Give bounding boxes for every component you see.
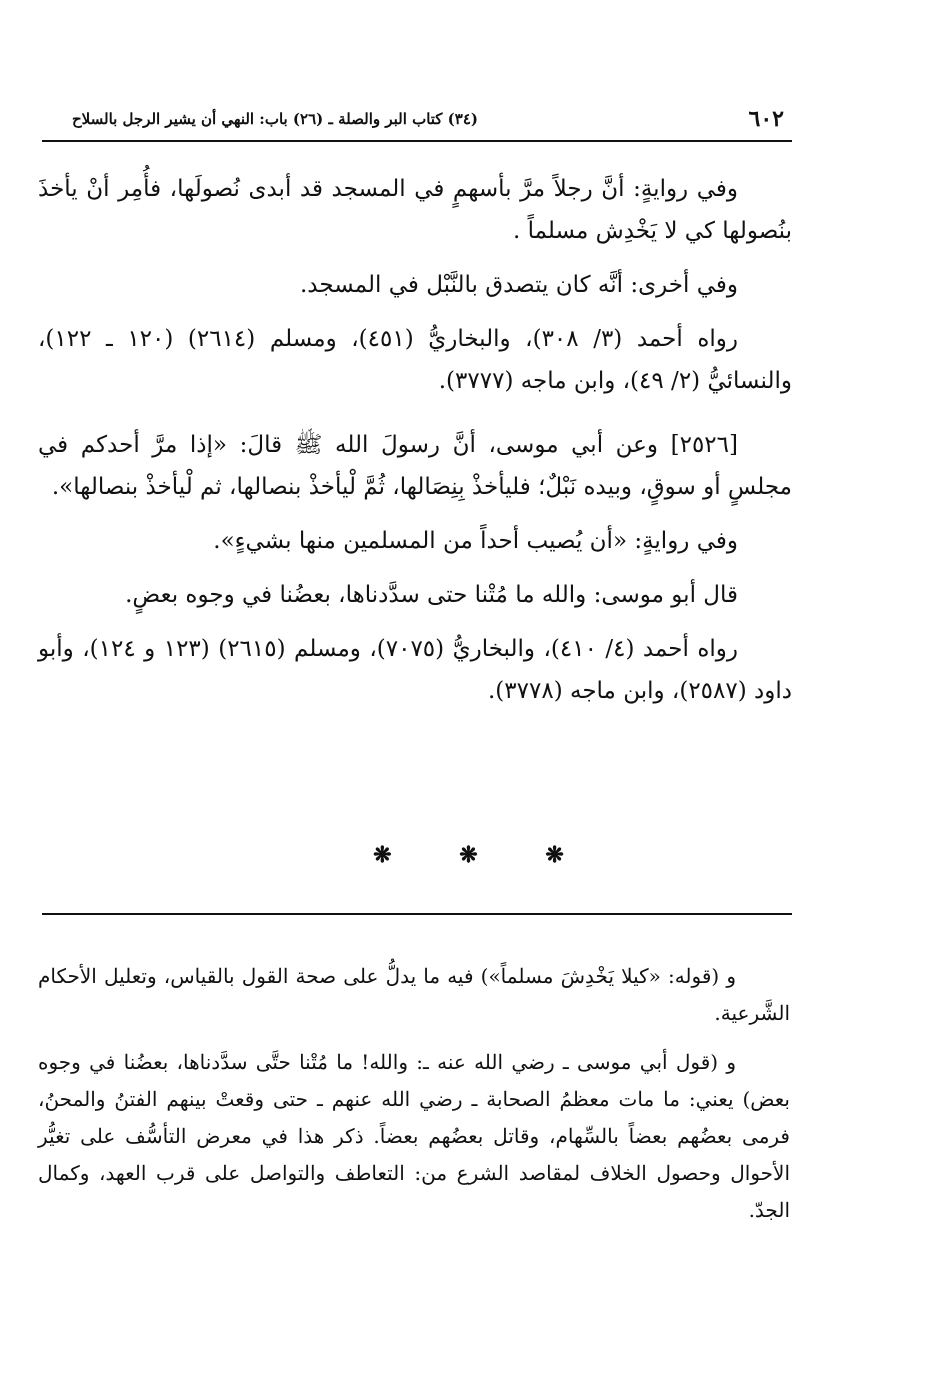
star-ornament-icon: ❋ [373, 842, 392, 868]
paragraph-takhrij-1: رواه أحمد (٣/ ٣٠٨)، والبخاريُّ (٤٥١)، ومسلم (٢٦١٤) (١٢٠ ـ ١٢٢)، والنسائيُّ (٢/ ٤٩)، وابن ماجه (٣٧٧٧). [38, 326, 792, 394]
paragraph-abu-musa-saying: قال أبو موسى: والله ما مُتْنا حتى سدَّدناها، بعضُنا في وجوه بعضٍ. [125, 582, 738, 608]
page-number: ٦٠٢ [748, 106, 784, 132]
star-ornament-icon: ❋ [545, 842, 564, 868]
paragraph-takhrij-2: رواه أحمد (٤/ ٤١٠)، والبخاريُّ (٧٠٧٥)، ومسلم (٢٦١٥) (١٢٣ و ١٢٤)، وأبو داود (٢٥٨٧)، وابن ماجه (٣٧٧٨). [38, 636, 792, 704]
footnote-1: و (قوله: «كيلا يَخْدِشَ مسلماً») فيه ما يدلُّ على صحة القول بالقياس، وتعليل الأحكام الشَّرعية. [38, 964, 790, 1025]
main-text [38, 168, 792, 724]
star-ornament-icon: ❋ [459, 842, 478, 868]
paragraph-narration-2: وفي أخرى: أنَّه كان يتصدق بالنَّبْل في المسجد. [300, 272, 738, 298]
paragraph-narration-1: وفي روايةٍ: أنَّ رجلاً مرَّ بأسهمٍ في المسجد قد أبدى نُصولَها، فأُمِر أنْ يأخذَ بنُصولها كي لا يَخْدِش مسلماً . [38, 176, 792, 244]
paragraph-narration-3: وفي روايةٍ: «أن يُصيب أحداً من المسلمين منها بشيءٍ». [213, 528, 738, 554]
footnote-2: و (قول أبي موسى ـ رضي الله عنه ـ: والله! ما مُتْنا حتَّى سدَّدناها، بعضُنا في وجوه بعض) يعني: ما مات معظمُ الصحابة ـ رضي الله عنهم ـ حتى وقعتْ بينهم الفتنُ والمحنُ، فرمى بعضُهم بعضاً بالسِّهام، وقاتل بعضُهم بعضاً. ذكر هذا في معرض التأسُّف على تغيُّر الأحوال وحصول الخلاف لمقاصد الشرع من: التعاطف والتواصل على قرب العهد، وكمال الجدّ. [38, 1050, 790, 1222]
page-header [42, 100, 792, 142]
footnotes [38, 958, 790, 1241]
running-head: (٣٤) كتاب البر والصلة ـ (٢٦) باب: النهي أن يشير الرجل بالسلاح [72, 110, 479, 128]
paragraph-hadith-2526: [٢٥٢٦] وعن أبي موسى، أنَّ رسولَ الله ﷺ قالَ: «إذا مرَّ أحدكم في مجلسٍ أو سوقٍ، وبيده نَبْلٌ؛ فليأخذْ بِنِصَالها، ثُمَّ لْيأخذْ بنصالها، ثم لْيأخذْ بنصالها». [38, 432, 792, 500]
section-separator [0, 842, 937, 868]
footnote-divider [42, 913, 792, 915]
